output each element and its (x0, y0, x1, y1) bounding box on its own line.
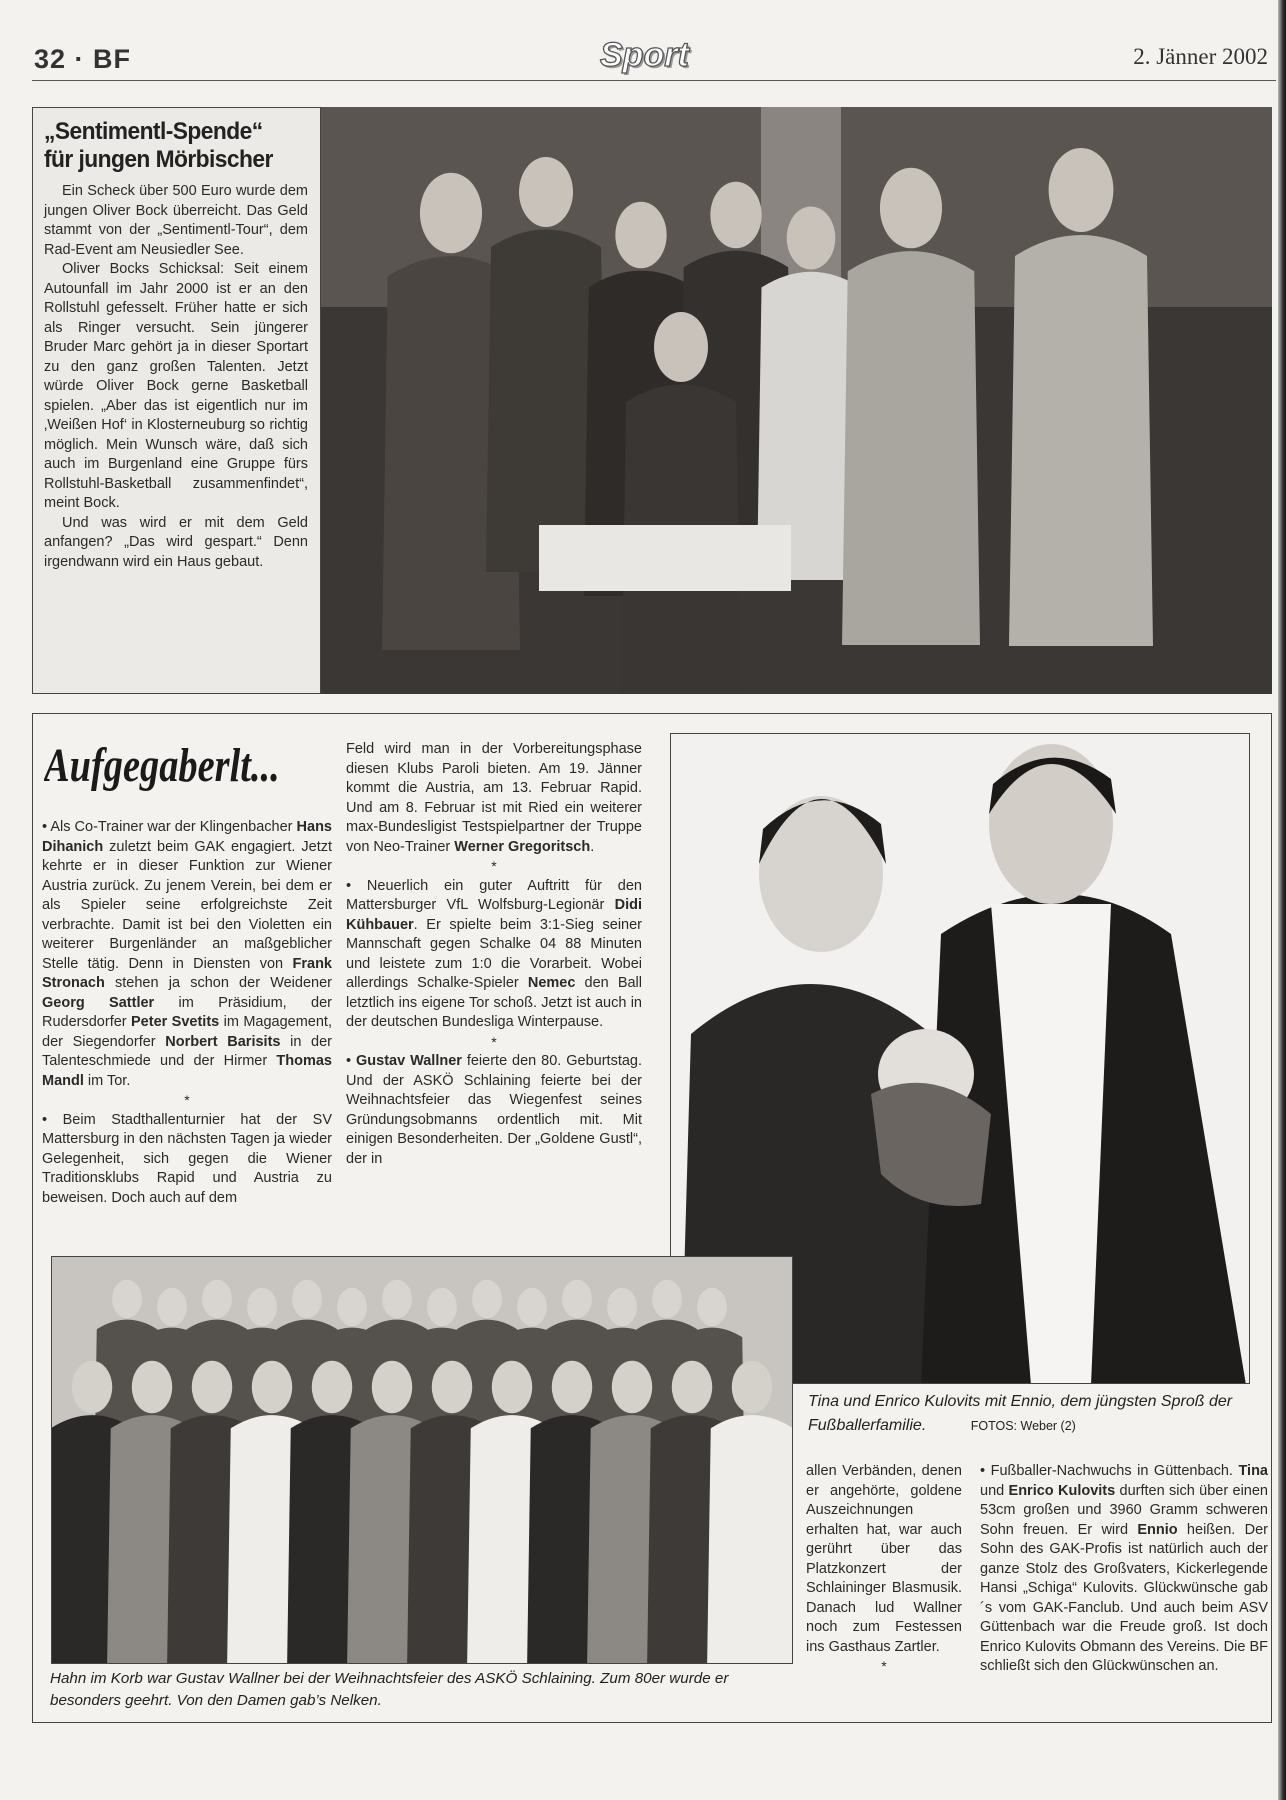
person-head (519, 157, 573, 227)
person-name: Nemec (527, 975, 576, 991)
person-name: Werner Gregoritsch (454, 838, 591, 855)
caption-text: Tina und Enrico Kulovits mit Ennio, dem jüngsten Sproß der Fußballerfamilie. (808, 1393, 1233, 1434)
text-run: zuletzt beim GAK engagiert. Jetzt kehrte er in dieser Funktion zur Wiener Austria zurück. Zu jenem Verein, bei dem er als Spieler seine erfolgreichste Zeit verbrachte. Damit ist bei den Violetten ein weiterer Burgenländer an maßgeblicher Stelle tätig. Denn in Diensten von (42, 838, 332, 972)
text-run: . Er spielte beim 3:1-Sieg seiner Mannschaft gegen Schalke 04 88 Minuten und leistete zum 1:0 die Vorarbeit. Wobei allerdings Schalke-Spieler (346, 916, 642, 991)
person-head (372, 1361, 413, 1414)
person-head (252, 1361, 293, 1414)
paragraph (346, 740, 642, 857)
person-head (607, 1288, 637, 1327)
header-rule (32, 80, 1276, 81)
text-run: Feld wird man in der Vorbereitungsphase diesen Klubs Paroli bieten. Am 19. Jänner kommt die Austria, am 13. Februar Rapid. Und am 8. Februar ist mit Ried ein weiterer max-Bundesligist Testspielpartner der Truppe von Neo-Trainer (346, 741, 642, 855)
paragraph (806, 1462, 962, 1657)
text-run: und (980, 1482, 1009, 1499)
text-run: allen Verbänden, denen er angehörte, goldene Auszeichnungen erhalten hat, war auch gerührt über das Platzkonzert der Schlaininger Blasmusik. Danach lud Wallner noch zum Festessen ins Gasthaus Zartler. (806, 1463, 962, 1655)
top-article-headline (44, 118, 290, 174)
paragraph (346, 1052, 642, 1169)
separator-star: * (491, 858, 497, 874)
text-column-2 (346, 740, 642, 1169)
check-handover-photo-image (321, 107, 1272, 694)
paragraph: Oliver Bocks Schicksal: Seit einem Autounfall im Jahr 2000 ist er an den Rollstuhl gefesselt. Früher hatte er sich als Ringer versucht. Sein jüngerer Bruder Marc gehört ja in dieser Sportart zu den ganz großen Talenten. Jetzt würde Oliver Bock gerne Basketball spielen. „Aber das ist eigentlich nur im ‚Weißen Hof‘ in Klosterneuburg so richtig möglich. Mein Wunsch wäre, daß sich auch im Burgenland eine Gruppe fürs Rollstuhl-Basketball zusammenfindet“, meint Bock. (44, 261, 308, 511)
separator-star: * (184, 1092, 190, 1108)
family-photo-caption (808, 1390, 1248, 1438)
person-head (432, 1361, 473, 1414)
page-binding-edge (1278, 0, 1286, 1800)
text-run: • Beim Stadthallenturnier hat der SV Mattersburg in den nächsten Tagen ja wieder Gelegenheit, sich gegen die Wiener Traditionsklubs Rapid und Austria zu beweisen. Doch auch auf dem (42, 1111, 332, 1206)
person-head (492, 1361, 533, 1414)
text-run: • (346, 1053, 356, 1069)
person-head (472, 1280, 502, 1319)
person-head (112, 1280, 142, 1319)
text-run: feierte den 80. Geburtstag. Und der ASKÖ Schlaining feierte bei der Weihnachtsfeier das Wiegenfest seines Gründungsobmanns ordentlich mit. Mit einigen Besonderheiten. Der „Goldene Gustl“, der in (346, 1053, 643, 1167)
text-column-3 (806, 1462, 962, 1677)
person-head (292, 1280, 322, 1319)
text-run: durften sich über einen 53cm großen und 3960 Gramm schweren Sohn freuen. Er wird (980, 1482, 1268, 1538)
text-run: . (590, 838, 595, 855)
person-head (337, 1288, 367, 1327)
section-logo: Sport (600, 36, 689, 74)
person-head (247, 1288, 277, 1327)
group-photo (51, 1256, 793, 1664)
text-run: heißen. Der Sohn des GAK-Profis ist natürlich auch der ganze Stolz des Großvaters, Kickerlegende Hansi „Schiga“ Kulovits. Glückwünsche gab´s vom GAK-Fanclub. Und auch beim ASV Güttenbach war die Freude groß. Ist doch Enrico Kulovits Obmann des Vereins. Die BF schließt sich den Glückwünschen an. (980, 1521, 1268, 1674)
text-run: im Präsidium, der Rudersdorfer (42, 994, 332, 1030)
paragraph: Ein Scheck über 500 Euro wurde dem jungen Oliver Bock überreicht. Das Geld stammt von der „Sentimentl-Tour“, dem Rad-Event am Neusiedler See. (44, 183, 308, 258)
person-head (312, 1361, 353, 1414)
page-number: 32 · BF (34, 44, 132, 74)
person-head (880, 168, 942, 249)
person-head (652, 1280, 682, 1319)
person-head (1049, 148, 1114, 232)
column-title-text: Aufgegaberlt... (44, 739, 280, 792)
person-name: Tina (1238, 1463, 1268, 1479)
text-run: im Magagement, der Siegendorfer (42, 1014, 332, 1050)
person-name: Hans Dihanich (42, 819, 332, 855)
headline-line-1: „Sentimentl-Spende“ (44, 118, 263, 145)
separator-star: * (881, 1658, 887, 1674)
person-name: Frank Stronach (42, 955, 332, 991)
man-head (989, 744, 1113, 904)
text-run: stehen ja schon der Weidener (104, 975, 332, 991)
text-run: den Ball letztlich ins eigene Tor schoß. Jetzt ist auch in der deutschen Bundesliga Winterpause. (346, 975, 642, 1030)
text-run: in der Talenteschmiede und der Hirmer (42, 1033, 332, 1069)
person-head (202, 1280, 232, 1319)
top-article (44, 118, 308, 572)
person-head (192, 1361, 233, 1414)
person-name: Norbert Barisits (165, 1033, 281, 1050)
group-photo-caption: Hahn im Korb war Gustav Wallner bei der Weihnachtsfeier des ASKÖ Schlaining. Zum 80er wurde er besonders geehrt. Von den Damen gab’s Nelken. (50, 1670, 729, 1709)
person-silhouette (842, 251, 980, 645)
person-head (132, 1361, 173, 1414)
person-head (710, 182, 761, 249)
person-head (612, 1361, 653, 1414)
person-head (420, 173, 482, 254)
paragraph (42, 1111, 332, 1209)
check-sign (539, 525, 791, 591)
person-silhouette (707, 1415, 793, 1664)
person-silhouette (1009, 235, 1153, 646)
person-name: Thomas Mandl (42, 1053, 332, 1089)
person-head (157, 1288, 187, 1327)
text-run: • Als Co-Trainer war der Klingenbacher (42, 819, 297, 835)
person-head (615, 202, 666, 269)
text-column-4 (980, 1462, 1268, 1677)
headline-line-2: für jungen Mörbischer (44, 146, 273, 173)
check-handover-photo (320, 107, 1272, 694)
person-name: Enrico Kulovits (1008, 1482, 1116, 1499)
issue-date: 2. Jänner 2002 (1133, 44, 1268, 69)
paragraph: Und was wird er mit dem Geld anfangen? „Das wird gespart.“ Denn irgendwann wird ein Haus gebaut. (44, 514, 308, 570)
text-run: im Tor. (83, 1072, 131, 1089)
person-head (732, 1361, 773, 1414)
top-article-body (44, 182, 308, 572)
person-name: Ennio (1137, 1521, 1178, 1538)
column-title (44, 736, 334, 796)
text-run: • Fußballer-Nachwuchs in Güttenbach. (980, 1463, 1239, 1479)
person-name: Didi Kühbauer (346, 897, 642, 933)
person-head (697, 1288, 727, 1327)
person-name: Peter Svetits (131, 1014, 220, 1030)
person-head (654, 312, 708, 382)
person-head (427, 1288, 457, 1327)
person-name: Gustav Wallner (356, 1053, 462, 1069)
person-head (787, 207, 836, 270)
photo-credit: FOTOS: Weber (2) (970, 1419, 1076, 1433)
paragraph (346, 877, 642, 1033)
person-head (72, 1361, 113, 1414)
person-head (552, 1361, 593, 1414)
person-head (382, 1280, 412, 1319)
person-name: Georg Sattler (42, 994, 155, 1011)
paragraph (980, 1462, 1268, 1677)
separator-star: * (491, 1033, 497, 1050)
group-photo-image (52, 1257, 793, 1664)
person-head (672, 1361, 713, 1414)
paragraph (42, 818, 332, 1091)
text-column-1 (42, 818, 332, 1208)
person-head (517, 1288, 547, 1327)
text-run: • Neuerlich ein guter Auftritt für den Mattersburger VfL Wolfsburg-Legionär (346, 877, 642, 913)
person-head (562, 1280, 592, 1319)
